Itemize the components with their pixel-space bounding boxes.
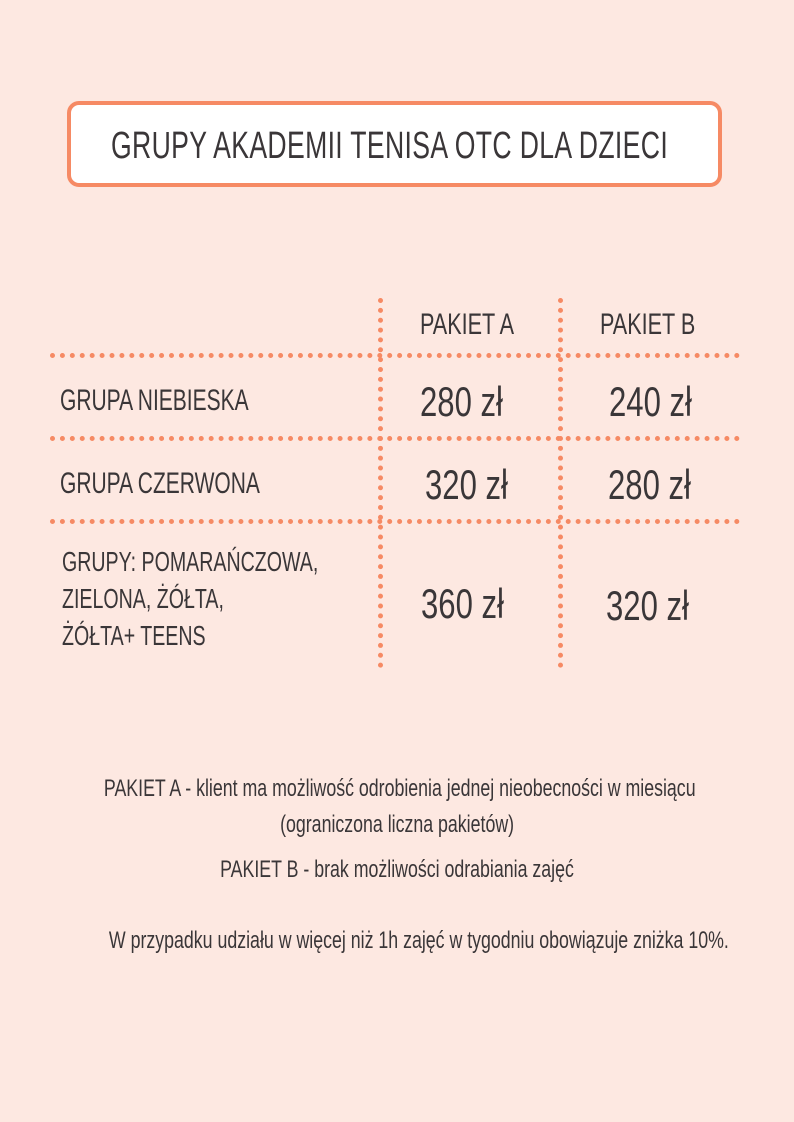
row-label-multi-line-2: ZIELONA, ŻÓŁTA, bbox=[62, 583, 224, 614]
title-box bbox=[67, 101, 722, 187]
note-pakiet-b-text: PAKIET B - brak możliwości odrabiania zajęć bbox=[220, 856, 574, 883]
price-multi-a: 360 zł bbox=[421, 580, 504, 627]
price-niebieska-b: 240 zł bbox=[609, 378, 692, 425]
row-label-niebieska: GRUPA NIEBIESKA bbox=[60, 384, 249, 417]
note-discount bbox=[0, 926, 794, 956]
row-label-multi-line-1: GRUPY: POMARAŃCZOWA, bbox=[62, 546, 319, 577]
note-pakiet-a-line-2-text: (ograniczona liczna pakietów) bbox=[280, 811, 514, 838]
row-divider-3 bbox=[50, 519, 740, 524]
price-niebieska-a: 280 zł bbox=[420, 378, 503, 425]
note-pakiet-a-line-1 bbox=[0, 774, 794, 804]
column-header-pakiet-a: PAKIET A bbox=[420, 308, 515, 341]
row-label-czerwona: GRUPA CZERWONA bbox=[60, 467, 260, 500]
note-pakiet-b bbox=[0, 855, 794, 885]
note-pakiet-a-line-2 bbox=[0, 810, 794, 840]
note-discount-text: W przypadku udziału w więcej niż 1h zajęć w tygodniu obowiązuje zniżka 10%. bbox=[108, 927, 729, 954]
price-multi-b: 320 zł bbox=[606, 582, 689, 629]
note-pakiet-a-line-1-text: PAKIET A - klient ma możliwość odrobienia jednej nieobecności w miesiącu bbox=[103, 775, 696, 802]
price-czerwona-b: 280 zł bbox=[608, 461, 691, 508]
row-label-multi-line-3: ŻÓŁTA+ TEENS bbox=[62, 620, 206, 651]
row-divider-2 bbox=[50, 436, 740, 441]
page-title: GRUPY AKADEMII TENISA OTC DLA DZIECI bbox=[111, 125, 669, 167]
row-divider-1 bbox=[50, 353, 740, 358]
price-czerwona-a: 320 zł bbox=[425, 461, 508, 508]
column-header-pakiet-b: PAKIET B bbox=[600, 308, 696, 341]
